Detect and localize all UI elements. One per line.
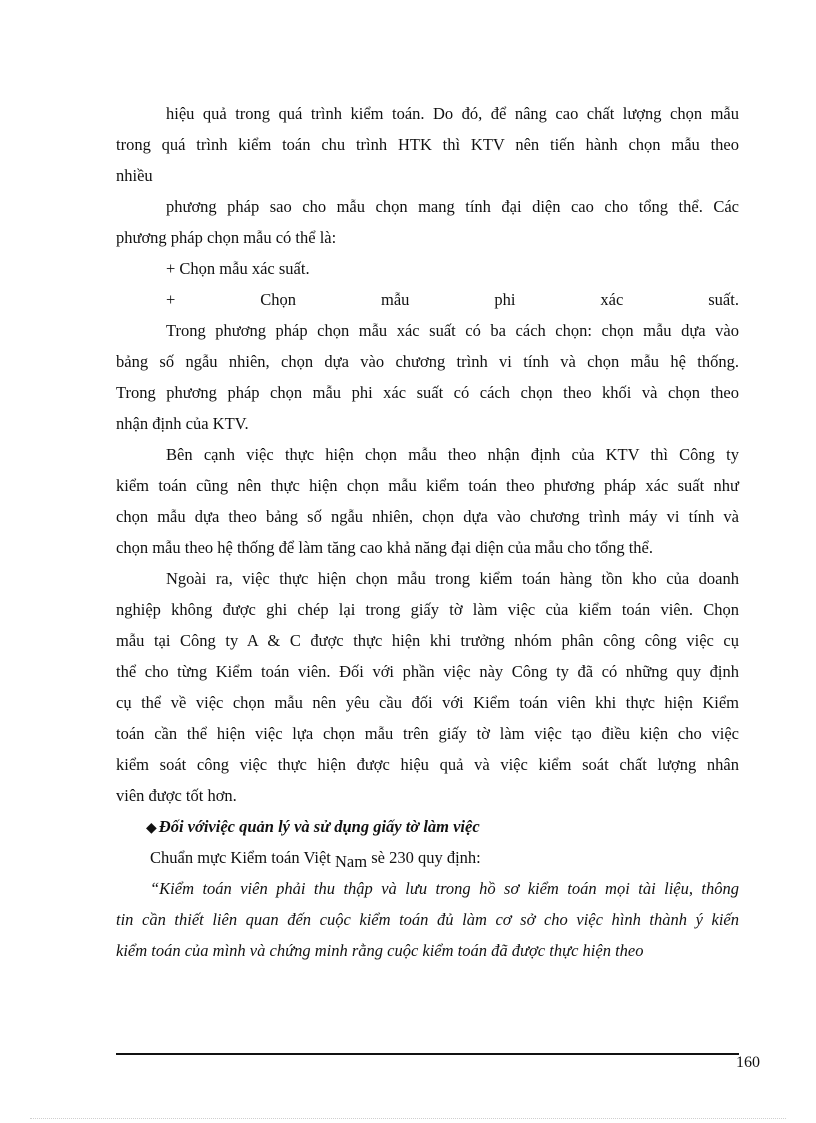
paragraph-line: kiểm soát công việc thực hiện được hiệu quả và việc kiểm soát chất lượng nhân: [116, 755, 739, 774]
paragraph-line: toán cần thể hiện việc lựa chọn mẫu trên giấy tờ làm việc tạo điều kiện cho việc: [116, 724, 739, 743]
section-heading: [116, 811, 739, 842]
paragraph-line: thể cho từng Kiểm toán viên. Đối với phần việc này Công ty đã có những quy định: [116, 662, 739, 681]
page-edge-divider: [30, 1118, 786, 1119]
section-heading-text: Đối vớiviệc quản lý và sử dụng giấy tờ làm việc: [158, 817, 480, 836]
quote-line: tin cần thiết liên quan đến cuộc kiểm toán đủ làm cơ sở cho việc hình thành ý kiến: [116, 910, 739, 929]
paragraph-line: viên được tốt hơn.: [116, 786, 237, 805]
paragraph-line: hiệu quả trong quá trình kiểm toán. Do đó, để nâng cao chất lượng chọn mẫu: [166, 104, 739, 123]
quote-line: “Kiểm toán viên phải thu thập và lưu trong hồ sơ kiểm toán mọi tài liệu, thông: [150, 879, 739, 898]
list-word: xác: [600, 290, 624, 309]
footer-divider: [116, 1053, 739, 1055]
paragraph-line: trong quá trình kiểm toán chu trình HTK thì KTV nên tiến hành chọn mẫu theo: [116, 135, 739, 154]
paragraph-line: chọn mẫu theo hệ thống để làm tăng cao khả năng đại diện của mẫu cho tổng thể.: [116, 538, 653, 557]
paragraph-line: bảng số ngẫu nhiên, chọn dựa vào chương trình vi tính và chọn mẫu hệ thống.: [116, 352, 739, 371]
paragraph-line: Ngoài ra, việc thực hiện chọn mẫu trong kiểm toán hàng tồn kho của doanh: [166, 569, 739, 588]
diamond-bullet-icon: ◆: [146, 821, 157, 836]
standard-text-subscript: Nam: [335, 852, 368, 871]
standard-text: sè 230 quy định:: [367, 848, 481, 867]
paragraph-line: nhận định của KTV.: [116, 414, 249, 433]
paragraph-line: nhiều: [116, 166, 153, 185]
list-item: [116, 284, 739, 315]
list-word: +: [166, 290, 176, 309]
list-word: suất.: [708, 290, 739, 309]
standard-text: Chuẩn mực Kiểm toán Việt: [150, 848, 335, 867]
list-word: phi: [494, 290, 516, 309]
list-word: mẫu: [380, 290, 410, 309]
list-word: Chọn: [260, 290, 297, 309]
paragraph-line: Trong phương pháp chọn mẫu phi xác suất có cách chọn theo khối và chọn theo: [116, 383, 739, 402]
quote-line: kiểm toán của mình và chứng minh rằng cuộc kiểm toán đã được thực hiện theo: [116, 941, 644, 960]
paragraph-line: phương pháp sao cho mẫu chọn mang tính đại diện cao cho tổng thể. Các: [166, 197, 739, 216]
standard-reference: [116, 842, 739, 873]
page-number: 160: [736, 1054, 760, 1071]
list-item: + Chọn mẫu xác suất.: [166, 259, 310, 278]
paragraph-line: chọn mẫu dựa theo bảng số ngẫu nhiên, chọn dựa vào chương trình máy vi tính và: [116, 507, 739, 526]
paragraph-line: Bên cạnh việc thực hiện chọn mẫu theo nhận định của KTV thì Công ty: [166, 445, 739, 464]
paragraph-line: phương pháp chọn mẫu có thể là:: [116, 228, 337, 247]
paragraph-line: Trong phương pháp chọn mẫu xác suất có ba cách chọn: chọn mẫu dựa vào: [166, 321, 739, 340]
body-text: [116, 98, 739, 966]
paragraph-line: nghiệp không được ghi chép lại trong giấy tờ làm việc của kiểm toán viên. Chọn: [116, 600, 739, 619]
paragraph-line: kiểm toán cũng nên thực hiện chọn mẫu kiểm toán theo phương pháp xác suất như: [116, 476, 739, 495]
paragraph-line: mẫu tại Công ty A & C được thực hiện khi trưởng nhóm phân công công việc cụ: [116, 631, 739, 650]
paragraph-line: cụ thể về việc chọn mẫu nên yêu cầu đối với Kiểm toán viên khi thực hiện Kiểm: [116, 693, 739, 712]
